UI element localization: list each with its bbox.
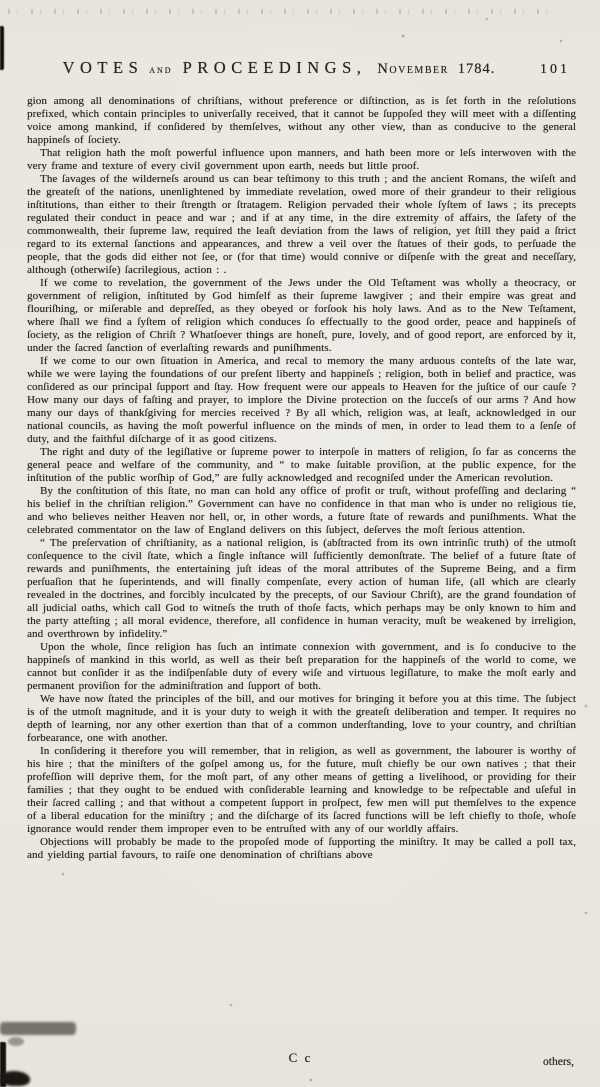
- paragraph: Upon the whole, ſince religion has ſuch an intimate connexion with government, and is ſo conducive to the happineſs of mankind in this world, as well as their beſt preparation for the happineſs of the world to come, we cannot but conſider it as the indiſpenſable duty of every wiſe and virtuous legiſlature, to make the moſt early and permanent proviſion for the adminiſtration and ſupport of both.: [27, 641, 576, 692]
- title-votes: VOTES: [62, 58, 144, 77]
- paragraph: If we come to our own ſituation in America, and recal to memory the many arduous conteſts of the late war, while we were laying the foundations of our preſent liberty and happineſs ; religion, both in belief and practice, was conſidered as our principal ſupport and ſtay. How frequent were our appeals to Heaven for the juſtice of our cauſe ? How many our days of faſting and prayer, to implore the Divine protection on the ſucceſs of our arms ? And how many our days of thankſgiving for mercies received ? By all which, religion was, at leaſt, acknowledged in our national councils, as having the moſt powerful influence on the minds of men, in order to lead them to a ſenſe of duty, and the faithful diſcharge of it as good citizens.: [27, 355, 576, 445]
- title-and: and: [149, 64, 173, 76]
- scan-edge-strip-top: [0, 26, 4, 70]
- ink-smudge-small: [8, 1037, 24, 1046]
- paragraph: In conſidering it therefore you will remember, that in religion, as well as government, the labourer is worthy of his hire ; that the miniſters of the goſpel among us, for the future, muſt chiefly be our own natives ; that their profeſſion will deprive them, for the moſt part, of any other means of getting a livelihood, or providing for their families ; that they ought to be endued with conſiderable learning and knowledge to be reſpectable and uſeful in their ſacred calling ; and that without a competent ſupport in proſpect, few men will put themſelves to the expence of a liberal education for the miniſtry ; and the diſcharge of its ſacred functions will be left chiefly to thoſe, whoſe ignorance would render them improper even to be entruſted with any of our worldly affairs.: [27, 745, 576, 835]
- paragraph: If we come to revelation, the government of the Jews under the Old Teſtament was wholly a theocracy, or government of religion, inſtituted by God himſelf as their ſupreme lawgiver ; and their empire was great and flouriſhing, or miſerable and depreſſed, as they obeyed or forſook his holy laws. And as to the New Teſtament, where ſhall we find a ſyſtem of religion which conduces ſo effectually to the good order, peace and happineſs of ſociety, as the religion of Chriſt ? Whatſoever things are honeſt, pure, lovely, and of good report, are enforced by it, under the ſacred ſanction of everlaſting rewards and puniſhments.: [27, 277, 576, 354]
- title-proceedings: PROCEEDINGS,: [182, 58, 367, 77]
- scan-corner-blob: [0, 1071, 30, 1086]
- paragraph: The ſavages of the wilderneſs around us can bear teſtimony to this truth ; and the ancient Romans, the wiſeſt and the greateſt of the nations, unenlightened by immediate revelation, owed more of their grandeur to their religious inſtitutions, than either to their ſtrength or ſtratagem. Religion pervaded their whole ſyſtem of laws ; its precepts regulated their conduct in peace and war ; and if at any time, in the dire extremity of affairs, the ſafety of the commonwealth, their ſupreme law, required the leaſt deviation from the laws of religion, yet ſtill they paid a ſtrict regard to its external ſanctions and appearances, and threw a veil over the ſtatues of their gods, to perſuade the people, that the gods did either not ſee, or (for that time) would connive or diſpenſe with the great and neceſſary, although (otherwiſe) ſacrilegious, action : .: [27, 173, 576, 276]
- paragraph: We have now ſtated the principles of the bill, and our motives for bringing it before you at this time. The ſubject is of the utmoſt magnitude, and it is your duty to weigh it with the greateſt deliberation and temper. It requires no depth of learning, nor any other exertion than that of a common underſtanding, love to your country, and chriſtian forbearance, one with another.: [27, 693, 576, 744]
- title-month: November: [377, 61, 449, 77]
- page-number: 101: [540, 62, 570, 77]
- scan-noise-band: [8, 9, 560, 14]
- paragraph: Objections will probably be made to the propoſed mode of ſupporting the miniſtry. It may be called a poll tax, and yielding partial favours, to raiſe one denomination of chriſtians above: [27, 836, 576, 861]
- catchword: others,: [543, 1056, 574, 1068]
- paragraph: That religion hath the moſt powerful influence upon manners, and hath been more or leſs interwoven with the very frame and texture of every civil government upon earth, needs but little proof.: [27, 147, 576, 172]
- title-year: 1784.: [457, 61, 496, 77]
- paragraph: By the conſtitution of this ſtate, no man can hold any office of profit or truſt, without profeſſing and declaring “ his belief in the chriſtian religion.” Government can have no confidence in that man who is under no religious tie, and who believes neither Heaven nor hell, or, in other words, a future ſtate of rewards and puniſhments. What the celebrated commentator on the law of England delivers on this ſubject, deſerves the moſt ſerious attention.: [27, 485, 576, 536]
- page-header: [46, 58, 570, 78]
- running-title: [46, 58, 512, 78]
- scan-edge-strip-bottom: [0, 1042, 6, 1087]
- page-footer: [27, 1036, 574, 1070]
- scan-specks: [0, 0, 2, 2]
- page-body: [27, 95, 576, 1035]
- paragraph: “ The preſervation of chriſtianity, as a national religion, is (abſtracted from its own intrinſic truth) of the utmoſt conſequence to the civil ſtate, which a ſingle inſtance will ſufficiently demonſtrate. The belief of a future ſtate of rewards and puniſhments, the entertaining juſt ideas of the moral attributes of the Supreme Being, and a firm perſuaſion that he ſuperintends, and will finally compenſate, every action of human life, (all which are clearly revealed in the doctrines, and forcibly inculcated by the precepts, of our Saviour Chriſt), are the grand foundation of all judicial oaths, which call God to witneſs the truth of thoſe facts, which perhaps may be only known to him and the party atteſting ; all moral evidence, therefore, all confidence in human veracity, muſt be weakened by irreligion, and overthrown by infidelity.”: [27, 537, 576, 640]
- paragraph-continuation: gion among all denominations of chriſtians, without preference or diſtinction, as is ſet forth in the reſolutions prefixed, which contain principles to univerſally received, that it cannot be ſuppoſed they will meet with a diſſenting voice among mankind, if conſidered by themſelves, without any other view, than as conducive to the general happineſs of ſociety.: [27, 95, 576, 146]
- paragraph: The right and duty of the legiſlative or ſupreme power to interpoſe in matters of religion, ſo far as concerns the general peace and welfare of the community, and “ to make ſuitable proviſion, at the public expence, for the inſtitution of the public worſhip of God,” are fully acknowledged and recogniſed under the American revolution.: [27, 446, 576, 484]
- signature-mark: C c: [288, 1050, 313, 1065]
